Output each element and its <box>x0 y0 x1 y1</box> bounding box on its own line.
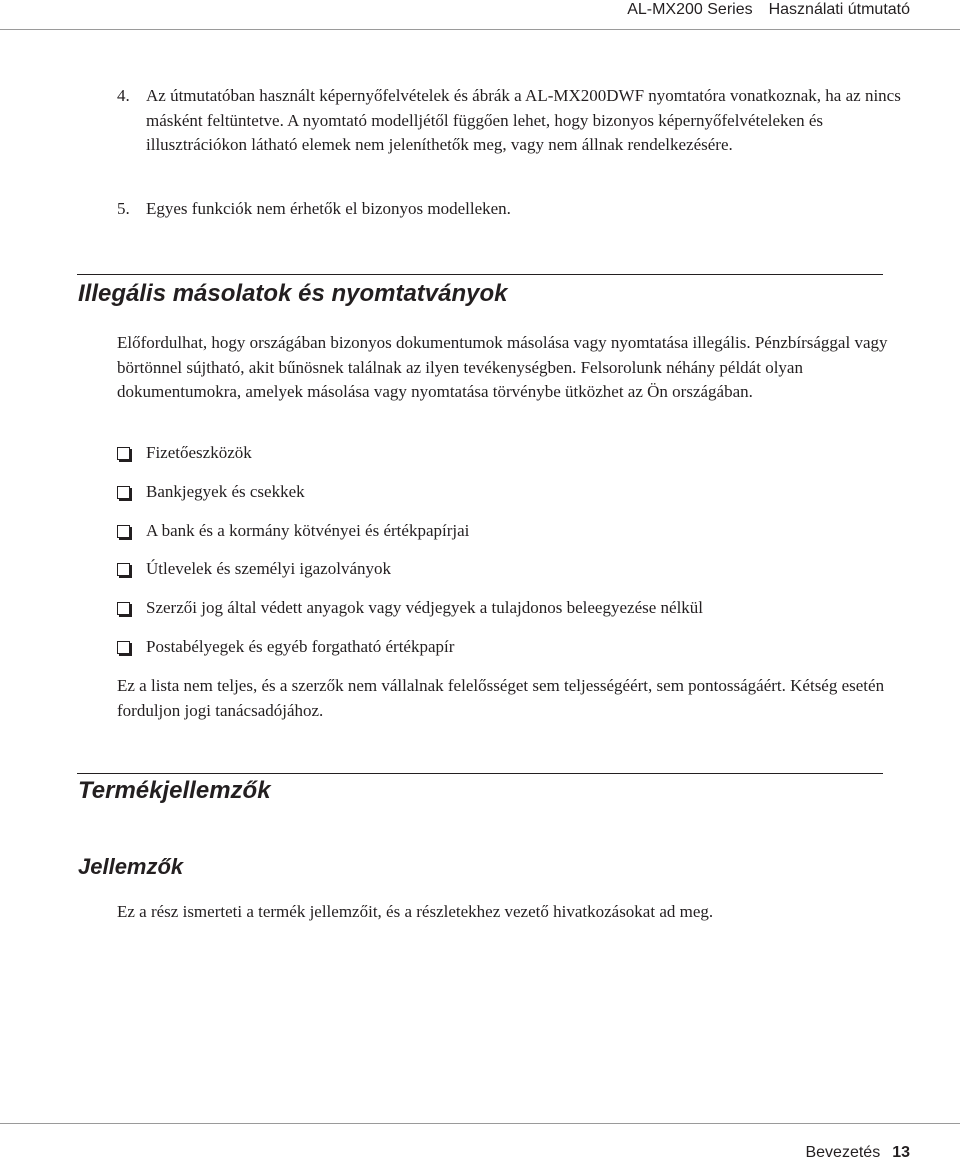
list-item-text: Postabélyegek és egyéb forgatható értékpapír <box>146 637 455 656</box>
list-item-text: Fizetőeszközök <box>146 443 252 462</box>
list-item-text: Szerzői jog által védett anyagok vagy védjegyek a tulajdonos beleegyezése nélkül <box>146 598 704 617</box>
list-item-text: Útlevelek és személyi igazolványok <box>146 559 391 578</box>
header-guide-title: Használati útmutató <box>768 1 910 18</box>
illegal-closing-paragraph: Ez a lista nem teljes, és a szerzők nem vállalnak felelősséget sem teljességéért, sem pontosságáért. Kétség esetén forduljon jogi tanácsadójához. <box>117 676 885 720</box>
header-series: AL-MX200 Series <box>627 1 753 18</box>
footer-divider <box>0 1123 960 1124</box>
list-item-text: A bank és a kormány kötvényei és értékpapírjai <box>146 521 470 540</box>
checkbox-bullet-icon <box>117 563 130 576</box>
features-paragraph: Ez a rész ismerteti a termék jellemzőit, és a részletekhez vezető hivatkozásokat ad meg. <box>117 902 714 921</box>
section-divider <box>77 274 883 275</box>
checkbox-bullet-icon <box>117 602 130 615</box>
page-number: 13 <box>892 1144 910 1161</box>
checkbox-bullet-icon <box>117 525 130 538</box>
header-divider <box>0 29 960 30</box>
running-footer <box>805 1143 910 1163</box>
section-heading-illegal: Illegális másolatok és nyomtatványok <box>78 280 508 307</box>
section-divider <box>77 773 883 774</box>
list-item-text: Bankjegyek és csekkek <box>146 482 305 501</box>
note-number-4: 4. <box>117 86 130 105</box>
running-header <box>627 0 910 20</box>
section-heading-features: Termékjellemzők <box>78 777 271 804</box>
subsection-heading-features: Jellemzők <box>78 854 184 879</box>
checkbox-bullet-icon <box>117 447 130 460</box>
note-number-5: 5. <box>117 199 130 218</box>
note-text-4: Az útmutatóban használt képernyőfelvételek és ábrák a AL-MX200DWF nyomtatóra vonatkoznak, ha az nincs másként feltüntetve. A nyomtató modelljétől függően lehet, hogy bizonyos képernyőfelvételeken és illusztrációkon látható elemek nem jeleníthetők meg, vagy nem állnak rendelkezésére. <box>146 86 901 154</box>
illegal-intro-paragraph: Előfordulhat, hogy országában bizonyos dokumentumok másolása vagy nyomtatása illegális. Pénzbírsággal vagy börtönnel sújtható, akit bűnösnek találnak az ilyen tevékenységben. Felsorolunk néhány példát olyan dokumentumokra, amelyek másolása vagy nyomtatása törvénybe ütközhet az Ön országában. <box>117 333 888 401</box>
checkbox-bullet-icon <box>117 641 130 654</box>
checkbox-bullet-icon <box>117 486 130 499</box>
note-text-5: Egyes funkciók nem érhetők el bizonyos modelleken. <box>146 199 511 218</box>
footer-section-name: Bevezetés <box>805 1144 881 1161</box>
